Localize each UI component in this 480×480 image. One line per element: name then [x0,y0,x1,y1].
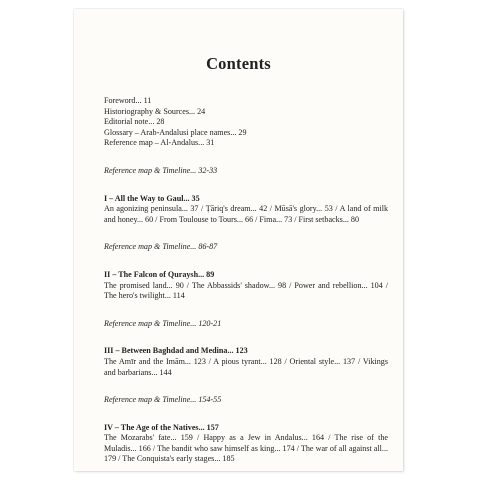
chapter-heading: I – All the Way to Gaul... 35 [104,193,200,203]
reference-map-entry: Reference map & Timeline... 86-87 [104,242,218,252]
front-matter-item-historiography: Historiography & Sources... 24 [104,106,206,116]
front-matter-list [104,96,388,149]
chapter-subsections: An agonizing peninsula... 37 / Ṭāriq's dream... 42 / Mūsā's glory... 53 / A land of milk and honey... 60 / From Toulouse to Tours... 66 / Fima... 73 / First setbacks... 80 [104,204,388,224]
front-matter-item-foreword: Foreword... 11 [104,96,152,105]
chapter-subsections: The promised land... 90 / The Abbassids' shadow... 98 / Power and rebellion... 104 / The hero's twilight... 114 [104,280,388,301]
chapter-heading: II – The Falcon of Quraysh... 89 [104,269,215,279]
reference-map-entry: Reference map & Timeline... 154-55 [104,395,222,405]
contents-list [104,96,388,465]
reference-map-entry: Reference map & Timeline... 32-33 [104,165,218,175]
front-matter-item-reference-map: Reference map – Al-Andalus... 31 [104,138,215,148]
chapter-subsections: The Amīr and the Imām... 123 / A pious tyrant... 128 / Oriental style... 137 / Vikings and barbarians... 144 [104,356,388,377]
front-matter-item-editorial-note: Editorial note... 28 [104,117,165,127]
chapter-subsections: The Mozarabs' fate... 159 / Happy as a Jew in Andalus... 164 / The rise of the Muladis... 166 / The bandit who saw himself as king... 174 / The war of all against all... 179 / The Conquista's early stages... 185 [104,433,388,464]
chapter-3 [104,346,388,378]
chapter-heading: III – Between Baghdad and Medina... 123 [104,346,248,356]
page-title: Contents [206,54,271,73]
front-matter-item-glossary: Glossary – Arab-Andalusi place names... 29 [104,127,247,137]
chapter-1 [104,194,388,226]
book-page [74,9,403,471]
reference-map-entry: Reference map & Timeline... 120-21 [104,318,222,328]
chapter-heading: IV – The Age of the Natives... 157 [104,422,219,432]
chapter-4 [104,423,388,465]
chapter-2 [104,270,388,302]
